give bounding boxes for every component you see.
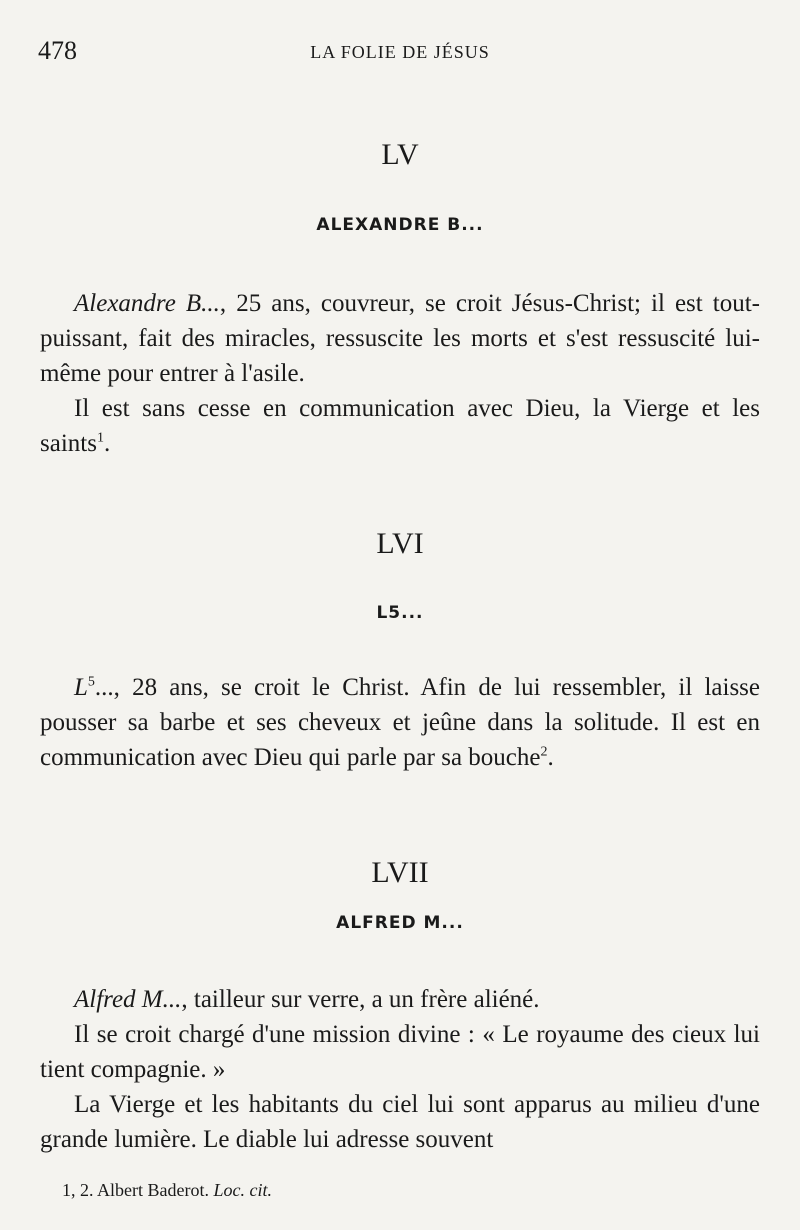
- punctuation: .: [103, 430, 111, 457]
- section-name: ALFRED M...: [336, 913, 464, 933]
- paragraph: [40, 1087, 760, 1157]
- subject-name: Alexandre B...: [74, 290, 220, 317]
- paragraph: [40, 1017, 760, 1087]
- footnote-citation: Loc. cit.: [213, 1180, 272, 1200]
- section-name: L5...: [376, 603, 424, 623]
- paragraph-text: , tailleur sur verre, a un frère aliéné.: [181, 986, 540, 1013]
- section-name: ALEXANDRE B...: [316, 215, 484, 235]
- footnote: [62, 1180, 272, 1201]
- page-header: [38, 36, 762, 70]
- section-body: [40, 982, 760, 1157]
- section-numeral: LVII: [371, 856, 429, 889]
- punctuation: .: [547, 744, 554, 771]
- footnote-ref: 2: [540, 744, 548, 760]
- running-title: LA FOLIE DE JÉSUS: [310, 42, 490, 62]
- footnote-ref: 1: [96, 430, 104, 446]
- superscript: 5: [87, 674, 95, 690]
- section-numeral: LV: [381, 138, 419, 171]
- paragraph-text: La Vierge et les habitants du ciel lui sont apparus au milieu d'une grande lumière. Le diable lui adresse souvent: [40, 1091, 760, 1153]
- subject-name: Alfred M...: [74, 986, 182, 1013]
- section-body: [40, 286, 760, 461]
- section-numeral: LVI: [376, 527, 424, 560]
- page-number: 478: [38, 36, 77, 65]
- footnote-refs: 1, 2. Albert Baderot.: [62, 1180, 214, 1200]
- section-body: [40, 670, 760, 775]
- paragraph: [40, 670, 760, 775]
- paragraph: [40, 286, 760, 391]
- paragraph-text: Il est sans cesse en communication avec Dieu, la Vierge et les saints: [40, 395, 760, 457]
- subject-name: L: [74, 674, 88, 701]
- paragraph: [40, 391, 760, 461]
- paragraph-text: , 25 ans, couvreur, se croit Jésus-Christ; il est tout-puissant, fait des miracles, ressuscite les morts et s'est ressuscité lui-même pour entrer à l'asile.: [40, 290, 761, 387]
- paragraph-text: ..., 28 ans, se croit le Christ. Afin de lui ressembler, il laisse pousser sa barbe et ses cheveux et jeûne dans la solitude. Il est en communication avec Dieu qui parle par sa bouche: [40, 674, 760, 771]
- paragraph-text: Il se croit chargé d'une mission divine : « Le royaume des cieux lui tient compagnie. »: [40, 1021, 760, 1083]
- paragraph: [40, 982, 760, 1017]
